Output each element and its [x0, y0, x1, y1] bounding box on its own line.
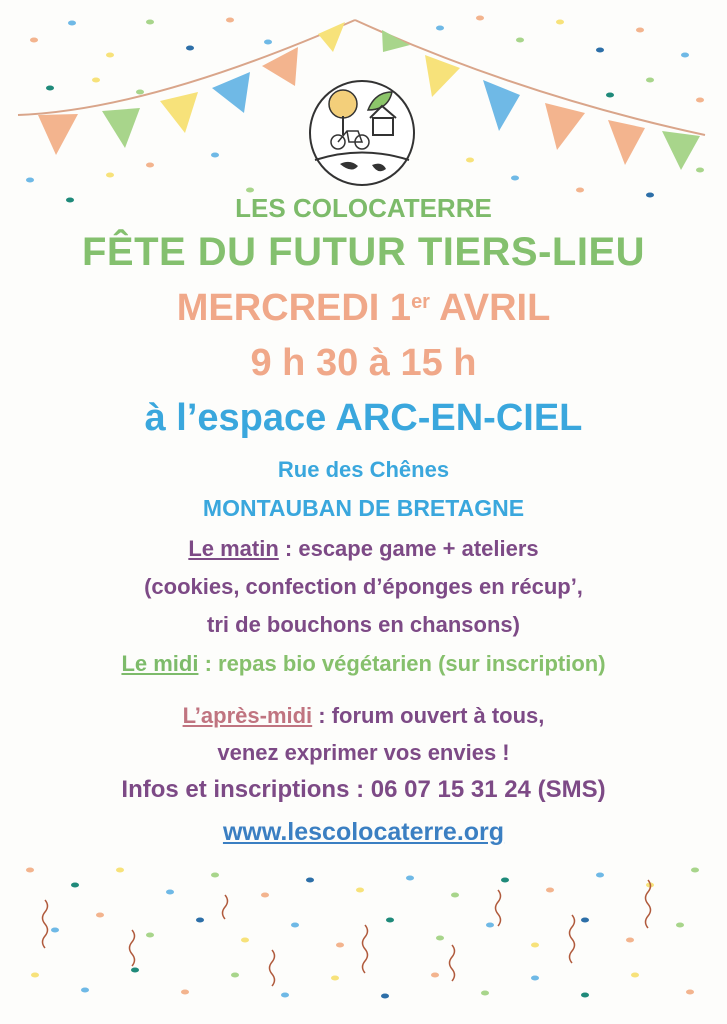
flag: [662, 131, 700, 170]
contact-info: Infos et inscriptions : 06 07 15 31 24 (SMS): [121, 776, 606, 803]
organizer-name: LES COLOCATERRE: [235, 193, 492, 223]
flag: [102, 108, 140, 148]
noon-label: Le midi: [121, 651, 199, 676]
venue-city: MONTAUBAN DE BRETAGNE: [202, 495, 525, 521]
afternoon-details: venez exprimer vos envies !: [217, 740, 510, 765]
event-venue: à l’espace ARC-EN-CIEL: [144, 397, 583, 439]
noon-programme: Le midi : repas bio végétarien (sur inscription): [121, 651, 606, 676]
morning-details-2: tri de bouchons en chansons): [207, 612, 520, 637]
afternoon-label: L’après-midi: [182, 703, 313, 728]
flag: [212, 72, 250, 113]
logo: [310, 81, 414, 185]
morning-label: Le matin: [188, 536, 279, 561]
flag: [545, 103, 585, 150]
morning-programme: Le matin : escape game + ateliers: [188, 536, 539, 561]
flag: [262, 47, 298, 86]
flag: [38, 114, 78, 155]
website-link[interactable]: www.lescolocaterre.org: [222, 818, 505, 846]
venue-street: Rue des Chênes: [277, 457, 450, 482]
flag: [608, 120, 645, 165]
afternoon-programme: L’après-midi : forum ouvert à tous,: [182, 703, 545, 728]
flag: [483, 80, 520, 131]
event-title: FÊTE DU FUTUR TIERS-LIEU: [81, 230, 646, 274]
event-date: MERCREDI 1er AVRIL: [176, 287, 551, 329]
flag: [318, 22, 345, 52]
flag: [160, 92, 198, 133]
event-hours: 9 h 30 à 15 h: [250, 342, 477, 384]
morning-details-1: (cookies, confection d’éponges en récup’,: [144, 574, 583, 599]
